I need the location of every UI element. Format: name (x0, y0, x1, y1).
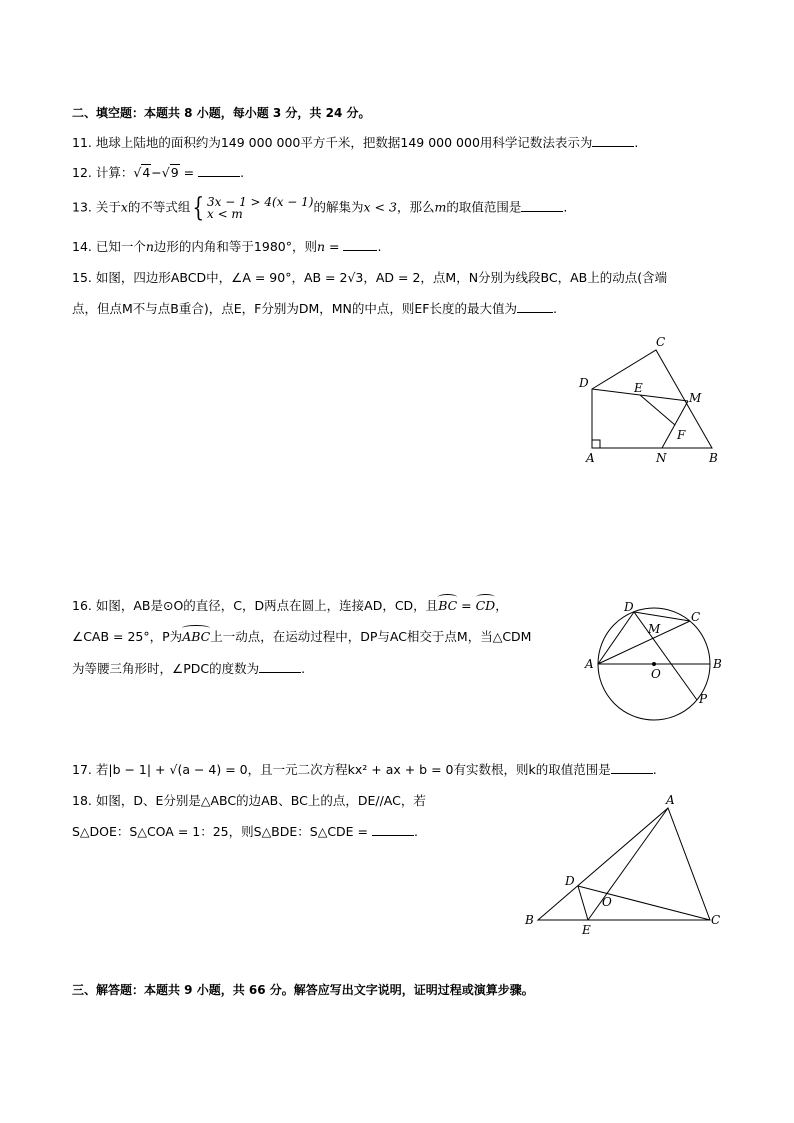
section-2-header: 二、填空题：本题共 8 小题，每小题 3 分，共 24 分。 (72, 106, 371, 120)
question-15-line-1: 15. 如图，四边形ABCD中，∠A = 90°，AB = 2√3，AD = 2，点M，N分别为线段BC，AB上的动点(含端 (72, 270, 668, 285)
q17-answer-blank[interactable] (611, 761, 653, 774)
label-o: O (602, 895, 612, 909)
label-a: A (585, 657, 594, 671)
q12-prefix: 12. 计算： (72, 165, 134, 180)
q11-text: 11. 地球上陆地的面积约为149 000 000平方千米，把数据149 000 000用科学记数法表示为 (72, 135, 593, 150)
q12-end: . (240, 165, 245, 180)
label-b: B (525, 913, 534, 927)
label-e: E (634, 381, 643, 395)
question-18-line-1: 18. 如图，D、E分别是△ABC的边AB、BC上的点，DE//AC，若 (72, 793, 426, 808)
q12-minus: − (151, 165, 162, 180)
segment-dc (578, 886, 710, 920)
q16-line3-text: 为等腰三角形时，∠PDC的度数为 (72, 661, 260, 676)
arc-cd: CD (475, 598, 496, 613)
q18-answer-blank[interactable] (372, 823, 414, 836)
q17-text: 17. 若|b − 1| + √(a − 4) = 0，且一元二次方程kx² + ax + b = 0有实数根，则k的取值范围是 (72, 762, 611, 777)
segment-dc (634, 612, 690, 621)
label-n: N (656, 451, 667, 465)
q13-mid2: 的解集为 (313, 199, 364, 215)
q12-radicand-2: 9 (170, 165, 179, 180)
segment-ad (598, 612, 634, 664)
question-11 (72, 134, 638, 152)
q16-line1b: ， (495, 598, 508, 613)
label-a: A (586, 451, 595, 465)
label-c: C (656, 335, 666, 349)
inequality-row-1: 3x − 1 > 4(x − 1) (206, 195, 314, 209)
segment-dp (634, 612, 697, 700)
question-18-line-2 (72, 823, 418, 841)
label-m: M (648, 622, 661, 636)
q18-end: . (414, 824, 418, 839)
q13-solution: x < 3 (363, 199, 397, 215)
q16-end: . (301, 661, 306, 676)
right-angle-mark (592, 440, 600, 448)
label-o: O (651, 667, 661, 681)
q12-radicand-1: 4 (142, 165, 151, 180)
question-16-line-1 (72, 597, 508, 615)
label-d: D (624, 600, 634, 614)
section-3-header: 三、解答题：本题共 9 小题，共 66 分。解答应写出文字说明，证明过程或演算步骤。 (72, 983, 534, 997)
label-c: C (691, 610, 701, 624)
sqrt-sign-2: √ (161, 165, 170, 180)
q16-line1a: 16. 如图，AB是⊙O的直径，C，D两点在圆上，连接AD，CD，且 (72, 598, 439, 613)
label-c: C (711, 913, 721, 927)
label-d: D (579, 376, 589, 390)
inequality-system (190, 195, 313, 221)
q14-answer-blank[interactable] (343, 238, 377, 251)
question-12 (72, 164, 244, 182)
q13-var: x (120, 199, 128, 215)
q13-mid3: ，那么 (396, 199, 435, 215)
q13-mid4: 的取值范围是 (446, 199, 522, 215)
sqrt-sign: √ (133, 165, 142, 180)
q15-end: . (552, 301, 557, 316)
q14-prefix: 14. 已知一个 (72, 239, 146, 254)
q11-end: . (634, 135, 639, 150)
q12-answer-blank[interactable] (198, 164, 240, 177)
label-b: B (713, 657, 722, 671)
q16-line2a: ∠CAB = 25°，P为 (72, 629, 183, 644)
brace-icon: { (192, 193, 205, 223)
inequality-row-2: x < m (206, 207, 243, 221)
q13-mid1: 的不等式组 (127, 199, 191, 215)
q13-answer-blank[interactable] (521, 199, 563, 212)
segment-ef (640, 395, 675, 425)
q14-var: n (145, 239, 154, 254)
label-f: F (677, 428, 686, 442)
q14-mid: 边形的内角和等于1980°，则 (153, 239, 317, 254)
label-e: E (582, 923, 591, 937)
q17-end: . (652, 762, 657, 777)
segment-de (578, 886, 588, 920)
arc-abc: ABC (182, 629, 211, 644)
q16-figure (582, 598, 732, 728)
question-15-line-2 (72, 300, 557, 318)
q13-prefix: 13. 关于 (72, 199, 121, 215)
q16-answer-blank[interactable] (259, 660, 301, 673)
label-p: P (699, 692, 708, 706)
question-14 (72, 238, 381, 256)
question-16-line-2 (72, 628, 531, 646)
q11-answer-blank[interactable] (592, 134, 634, 147)
q14-end: . (377, 239, 382, 254)
q18-line2-text: S△DOE：S△COA = 1：25，则S△BDE：S△CDE = (72, 824, 373, 839)
segment-ea (588, 808, 668, 920)
q15-answer-blank[interactable] (517, 300, 553, 313)
q14-equals: = (325, 239, 344, 254)
question-13 (72, 195, 567, 221)
triangle-abc (538, 808, 710, 920)
q18-figure (520, 790, 730, 940)
label-m: M (689, 391, 702, 405)
label-b: B (709, 451, 718, 465)
q16-equals: = (457, 598, 476, 613)
q15-figure (570, 330, 730, 470)
label-d: D (565, 874, 575, 888)
q16-line2b: 上一动点，在运动过程中，DP与AC相交于点M，当△CDM (210, 629, 532, 644)
label-a: A (666, 793, 675, 807)
q15-line2-text: 点，但点M不与点B重合)，点E，F分别为DM，MN的中点，则EF长度的最大值为 (72, 301, 517, 316)
q14-var2: n (316, 239, 326, 254)
q13-var2: m (434, 199, 447, 215)
q13-end: . (563, 199, 568, 215)
question-16-line-3 (72, 660, 305, 678)
arc-bc: BC (438, 598, 458, 613)
q12-equals: = (179, 165, 199, 180)
question-17 (72, 761, 657, 779)
center-point-o (652, 662, 656, 666)
